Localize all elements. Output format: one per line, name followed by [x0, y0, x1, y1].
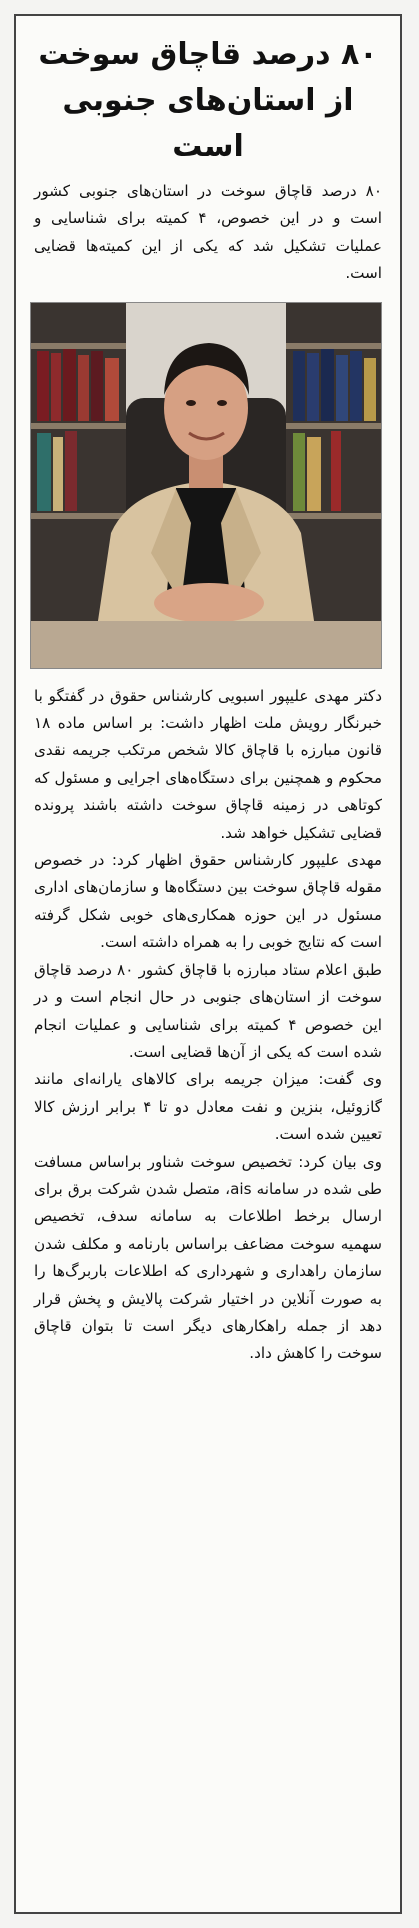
- lead-paragraph: ۸۰ درصد قاچاق سوخت در استان‌های جنوبی کشور است و در این خصوص، ۴ کمیته برای شناسایی و عملیات تشکیل شد که یکی از این کمیته‌ها قضایی است.: [34, 182, 383, 283]
- article: [16, 16, 400, 1368]
- body-paragraph: طبق اعلام ستاد مبارزه با قاچاق کشور ۸۰ درصد قاچاق سوخت از استان‌های جنوبی در حال انجام است و در این خصوص ۴ کمیته برای شناسایی و عملیات انجام شده است که یکی از آن‌ها قضایی است.: [34, 960, 382, 1061]
- portrait-illustration: [31, 303, 381, 668]
- body-paragraph: وی گفت: میزان جریمه برای کالاهای یارانه‌ای مانند گازوئیل، بنزین و نفت معادل دو تا ۴ برابر ارزش کالا تعیین شده است.: [34, 1070, 382, 1144]
- article-frame: [14, 14, 402, 1914]
- body-paragraph: دکتر مهدی علیپور اسبویی کارشناس حقوق در گفتگو با خبرنگار رویش ملت اظهار داشت: بر اساس ماده ۱۸ قانون مبارزه با قاچاق کالا شخص مرتکب جریمه نقدی محکوم و همچنین برای دستگاه‌های اجرایی و مسئول که کوتاهی در زمینه قاچاق سوخت داشته باشند پرونده قضایی تشکیل خواهد شد.: [34, 686, 382, 842]
- headline: ۸۰ درصد قاچاق سوخت از استان‌های جنوبی است: [38, 37, 378, 164]
- article-photo: [30, 302, 382, 669]
- body-paragraph: وی بیان کرد: تخصیص سوخت شناور براساس مسافت طی شده در سامانه ais، متصل شدن شرکت برق برای ارسال برخط اطلاعات به سامانه سدف، تخصیص سهمیه سوخت مضاعف براساس بارنامه و مکلف شدن سازمان راهداری و شهرداری که اطلاعات باربرگ‌ها را به صورت آنلاین در اختیار شرکت پالایش و پخش قرار دهد از جمله راهکارهای دیگر است تا بتوان قاچاق سوخت را کاهش داد.: [34, 1152, 383, 1363]
- body-paragraph: مهدی علیپور کارشناس حقوق اظهار کرد: در خصوص مقوله قاچاق سوخت بین دستگاه‌ها و سازمان‌های اداری مسئول در این حوزه همکاری‌های خوبی شکل گرفته است که نتایج خوبی را به همراه داشته است.: [34, 851, 382, 952]
